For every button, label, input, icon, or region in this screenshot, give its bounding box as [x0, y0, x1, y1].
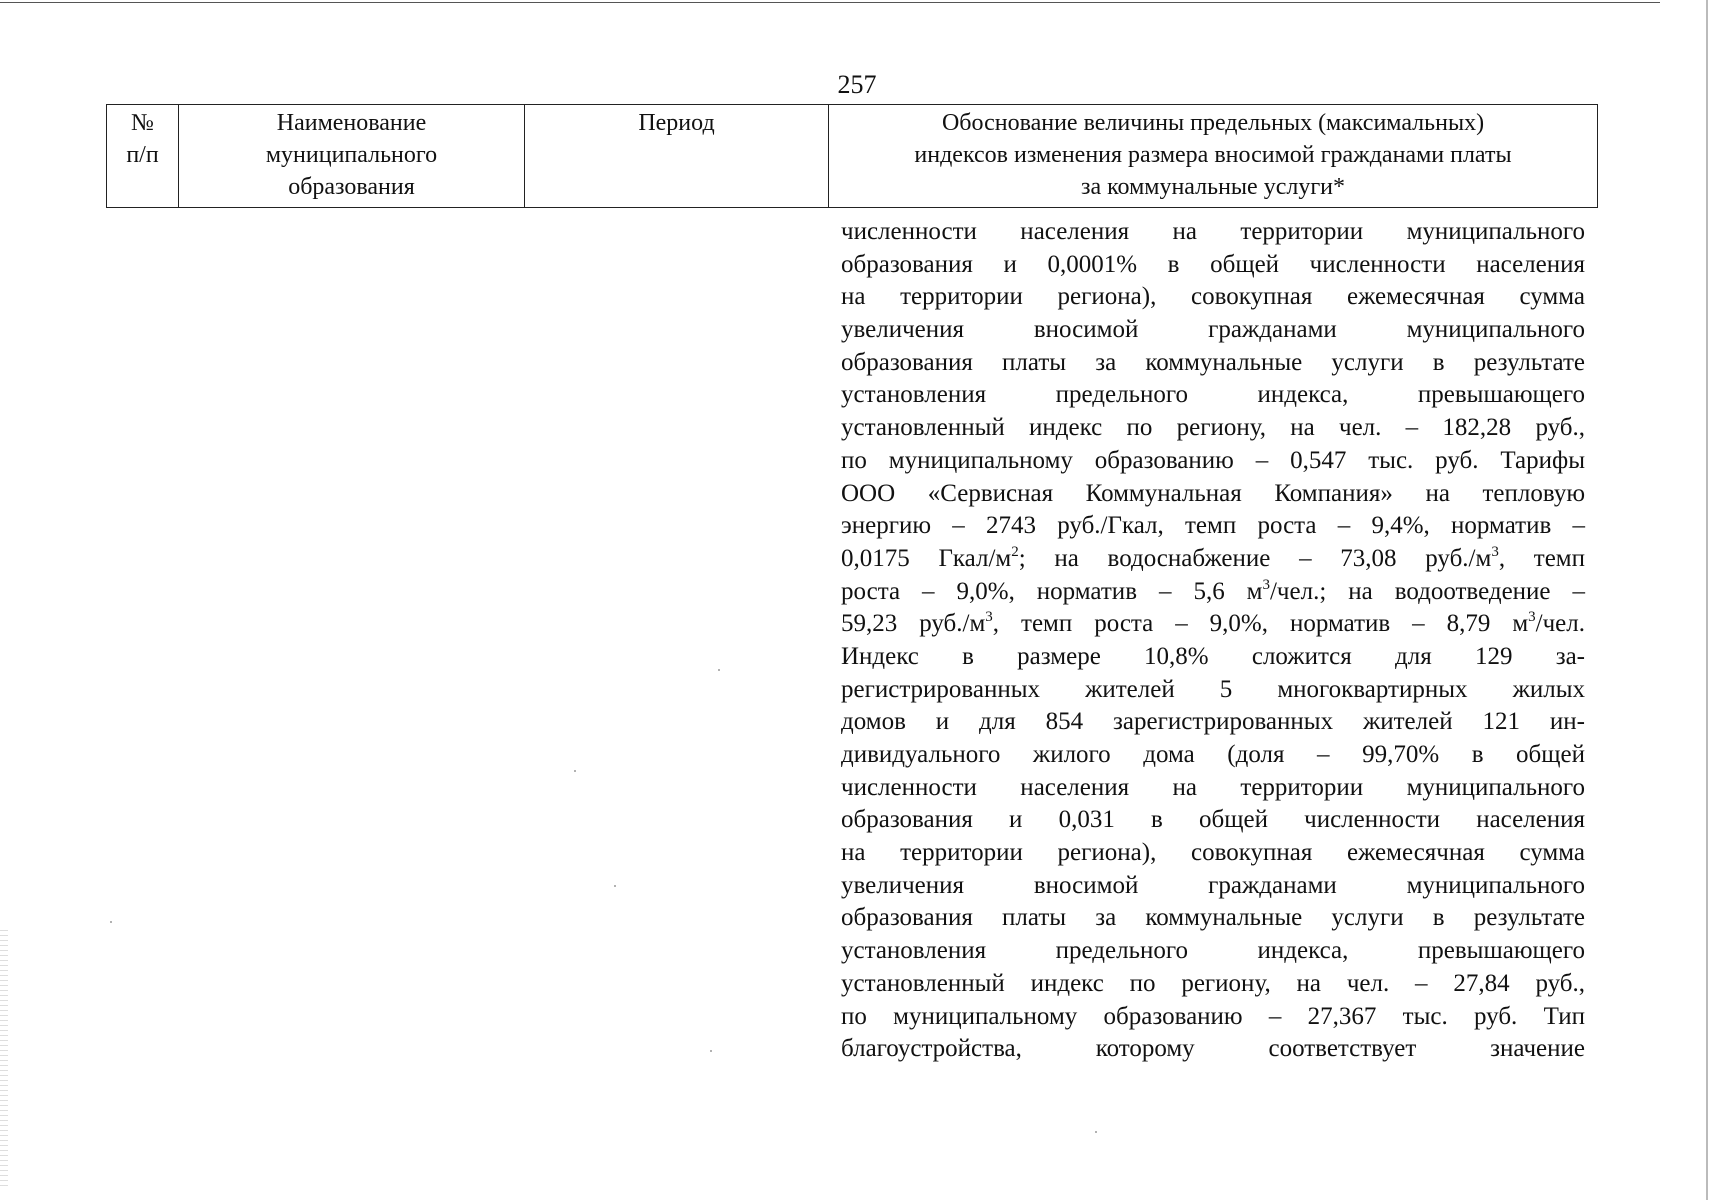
text-line: благоустройства, которому соответствует значение — [841, 1035, 1585, 1063]
header-text: Обоснование величины предельных (максимальных) — [941, 110, 1485, 136]
header-cell-municipality — [179, 105, 525, 208]
text-line: увеличения вносимой гражданами муниципального — [841, 316, 1585, 344]
text-line: по муниципальному образованию – 0,547 тыс. руб. Тарифы — [841, 446, 1585, 474]
header-cell-period — [525, 105, 829, 208]
text-line: установления предельного индекса, превышающего — [841, 381, 1585, 409]
text-fragment: 0,0175 Гкал/м — [841, 544, 1012, 572]
superscript: 3 — [1528, 609, 1536, 626]
text-line: регистрированных жителей 5 многоквартирных жилых — [841, 675, 1585, 703]
text-line: установленный индекс по региону, на чел. – 182,28 руб., — [841, 414, 1585, 442]
scan-speck — [710, 1050, 712, 1052]
text-line — [841, 608, 1585, 641]
table-header-row — [107, 105, 1598, 208]
header-text: № — [131, 110, 154, 136]
text-line: образования платы за коммунальные услуги в результате — [841, 904, 1585, 932]
scan-speck — [718, 669, 720, 671]
table-header — [106, 104, 1598, 208]
text-line: увеличения вносимой гражданами муниципального — [841, 871, 1585, 899]
text-line: образования и 0,0001% в общей численности населения — [841, 250, 1585, 278]
text-line: установления предельного индекса, превышающего — [841, 937, 1585, 965]
text-line: энергию – 2743 руб./Гкал, темп роста – 9,4%, норматив – — [841, 512, 1585, 540]
text-fragment: роста – 9,0%, норматив – 5,6 м — [841, 577, 1263, 605]
header-cell-justification — [829, 105, 1598, 208]
header-text: муниципального — [265, 142, 438, 168]
text-line: численности населения на территории муниципального — [841, 773, 1585, 801]
header-text: Наименование — [276, 110, 427, 136]
text-line: образования платы за коммунальные услуги в результате — [841, 348, 1585, 376]
header-cell-number — [107, 105, 179, 208]
superscript: 3 — [985, 609, 993, 626]
text-line: образования и 0,031 в общей численности населения — [841, 806, 1585, 834]
text-line: установленный индекс по региону, на чел. – 27,84 руб., — [841, 969, 1585, 997]
header-text: Период — [638, 110, 715, 136]
text-line: ООО «Сервисная Коммунальная Компания» на тепловую — [841, 479, 1585, 507]
text-line — [841, 543, 1585, 576]
text-line: численности населения на территории муниципального — [841, 218, 1585, 245]
scan-top-edge-line — [0, 2, 1660, 3]
header-text: индексов изменения размера вносимой гражданами платы — [914, 142, 1512, 168]
header-text: за коммунальные услуги* — [1080, 174, 1346, 200]
text-line: по муниципальному образованию – 27,367 тыс. руб. Тип — [841, 1002, 1585, 1030]
text-fragment: 59,23 руб./м — [841, 610, 986, 638]
scan-speck — [110, 921, 112, 923]
justification-text — [841, 216, 1585, 1066]
scan-speck — [1095, 1131, 1097, 1133]
scan-speck — [574, 770, 576, 772]
text-fragment: /чел. — [1535, 610, 1585, 638]
text-line — [841, 576, 1585, 609]
text-line: дивидуального жилого дома (доля – 99,70% в общей — [841, 741, 1585, 768]
text-line: на территории региона), совокупная ежемесячная сумма — [841, 283, 1585, 311]
scan-left-edge-noise — [0, 930, 8, 1190]
scan-speck — [614, 885, 616, 887]
superscript: 3 — [1491, 543, 1499, 560]
scan-right-edge — [1706, 0, 1708, 1200]
superscript: 3 — [1262, 576, 1270, 593]
header-text: п/п — [126, 142, 159, 168]
text-line: домов и для 854 зарегистрированных жителей 121 ин- — [841, 708, 1585, 736]
text-fragment: /чел.; на водоотведение – — [1269, 577, 1585, 605]
text-fragment: , темп — [1498, 544, 1585, 572]
text-line: на территории региона), совокупная ежемесячная сумма — [841, 839, 1585, 867]
page-number: 257 — [837, 70, 877, 99]
superscript: 2 — [1011, 543, 1019, 560]
text-line: Индекс в размере 10,8% сложится для 129 за- — [841, 642, 1585, 670]
header-text: образования — [288, 174, 415, 200]
text-fragment: , темп роста – 9,0%, норматив – 8,79 м — [992, 610, 1529, 638]
text-fragment: ; на водоснабжение – 73,08 руб./м — [1018, 544, 1492, 572]
